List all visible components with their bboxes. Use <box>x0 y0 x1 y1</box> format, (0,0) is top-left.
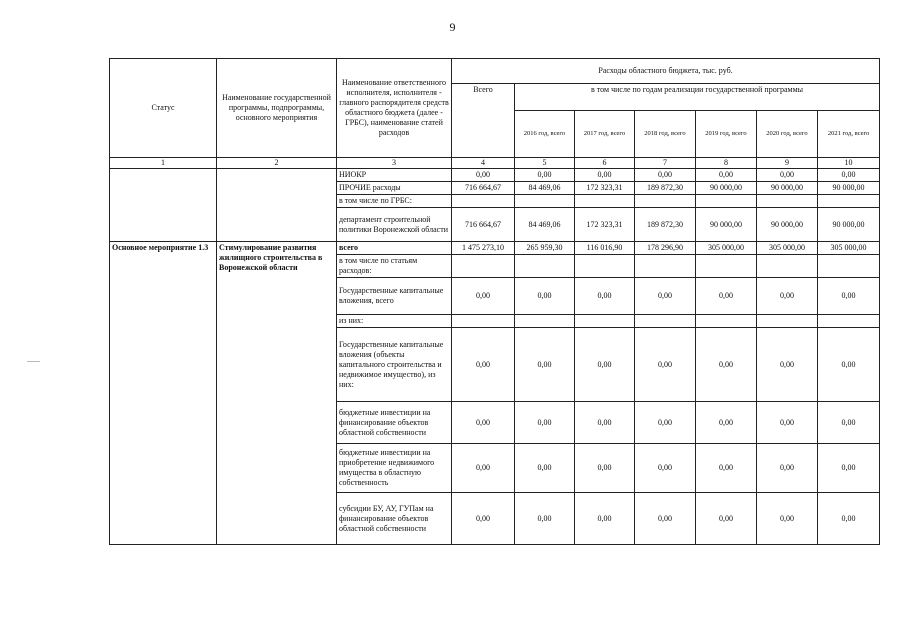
empty-cell <box>818 195 880 208</box>
empty-cell <box>452 255 515 278</box>
value-cell: 0,00 <box>757 328 818 402</box>
empty-cell <box>515 315 575 328</box>
empty-cell <box>635 195 696 208</box>
value-cell: 0,00 <box>757 278 818 315</box>
value-cell: 0,00 <box>635 444 696 493</box>
header-executor: Наименование ответственного исполнителя, исполнителя - главного распорядителя средств областного бюджета (далее - ГРБС), наименование статей расходов <box>337 59 452 158</box>
table-row <box>110 242 880 255</box>
value-cell: 0,00 <box>696 169 757 182</box>
value-cell: 265 959,30 <box>515 242 575 255</box>
value-cell: 716 664,67 <box>452 182 515 195</box>
value-cell: 0,00 <box>452 169 515 182</box>
col-num: 7 <box>635 158 696 169</box>
value-cell: 178 296,90 <box>635 242 696 255</box>
value-cell: 0,00 <box>818 444 880 493</box>
value-cell: 0,00 <box>696 444 757 493</box>
status-cell-empty <box>110 169 217 242</box>
value-cell: 189 872,30 <box>635 208 696 242</box>
value-cell: 0,00 <box>757 169 818 182</box>
value-cell: 84 469,06 <box>515 208 575 242</box>
value-cell: 90 000,00 <box>757 208 818 242</box>
value-cell: 172 323,31 <box>575 208 635 242</box>
value-cell: 0,00 <box>515 444 575 493</box>
value-cell: 90 000,00 <box>696 182 757 195</box>
col-num: 4 <box>452 158 515 169</box>
activity-name: Стимулирование развития жилищного строительства в Воронежской области <box>217 242 337 545</box>
value-cell: 90 000,00 <box>757 182 818 195</box>
value-cell: 0,00 <box>452 444 515 493</box>
header-expenses: Расходы областного бюджета, тыс. руб. <box>452 59 880 84</box>
page-number: 9 <box>449 20 456 34</box>
header-year-2019: 2019 год, всего <box>696 111 757 158</box>
value-cell: 0,00 <box>818 169 880 182</box>
name-cell-empty <box>217 169 337 242</box>
value-cell: 0,00 <box>515 328 575 402</box>
value-cell: 0,00 <box>575 402 635 444</box>
value-cell: 84 469,06 <box>515 182 575 195</box>
value-cell: 0,00 <box>818 278 880 315</box>
row-label: бюджетные инвестиции на финансирование объектов областной собственности <box>337 402 452 444</box>
row-label: из них: <box>337 315 452 328</box>
col-num: 10 <box>818 158 880 169</box>
empty-cell <box>575 195 635 208</box>
empty-cell <box>515 195 575 208</box>
value-cell: 0,00 <box>696 278 757 315</box>
empty-cell <box>696 195 757 208</box>
empty-cell <box>575 315 635 328</box>
value-cell: 0,00 <box>575 444 635 493</box>
row-label: в том числе по ГРБС: <box>337 195 452 208</box>
empty-cell <box>757 195 818 208</box>
row-label: бюджетные инвестиции на приобретение недвижимого имущества в областную собственность <box>337 444 452 493</box>
value-cell: 0,00 <box>635 169 696 182</box>
value-cell: 305 000,00 <box>757 242 818 255</box>
value-cell: 90 000,00 <box>818 182 880 195</box>
value-cell: 0,00 <box>696 402 757 444</box>
header-year-2016: 2016 год, всего <box>515 111 575 158</box>
col-num: 8 <box>696 158 757 169</box>
header-status: Статус <box>110 59 217 158</box>
empty-cell <box>757 255 818 278</box>
header-by-years: в том числе по годам реализации государственной программы <box>515 84 880 111</box>
value-cell: 0,00 <box>696 328 757 402</box>
empty-cell <box>635 255 696 278</box>
row-label: в том числе по статьям расходов: <box>337 255 452 278</box>
col-num: 6 <box>575 158 635 169</box>
value-cell: 0,00 <box>575 278 635 315</box>
empty-cell <box>635 315 696 328</box>
row-label: субсидии БУ, АУ, ГУПам на финансирование объектов областной собственности <box>337 493 452 545</box>
header-year-2017: 2017 год, всего <box>575 111 635 158</box>
col-num: 5 <box>515 158 575 169</box>
value-cell: 0,00 <box>452 278 515 315</box>
value-cell: 189 872,30 <box>635 182 696 195</box>
header-year-2018: 2018 год, всего <box>635 111 696 158</box>
col-num: 1 <box>110 158 217 169</box>
header-name: Наименование государственной программы, подпрограммы, основного мероприятия <box>217 59 337 158</box>
value-cell: 0,00 <box>515 278 575 315</box>
value-cell: 716 664,67 <box>452 208 515 242</box>
header-year-2021: 2021 год, всего <box>818 111 880 158</box>
empty-cell <box>696 315 757 328</box>
value-cell: 1 475 273,10 <box>452 242 515 255</box>
value-cell: 172 323,31 <box>575 182 635 195</box>
value-cell: 0,00 <box>818 402 880 444</box>
value-cell: 0,00 <box>757 444 818 493</box>
col-num: 3 <box>337 158 452 169</box>
empty-cell <box>575 255 635 278</box>
value-cell: 90 000,00 <box>696 208 757 242</box>
value-cell: 305 000,00 <box>818 242 880 255</box>
budget-table <box>109 58 880 545</box>
value-cell: 90 000,00 <box>818 208 880 242</box>
value-cell: 0,00 <box>635 278 696 315</box>
empty-cell <box>452 195 515 208</box>
row-label: Государственные капитальные вложения, всего <box>337 278 452 315</box>
value-cell: 305 000,00 <box>696 242 757 255</box>
margin-mark <box>27 361 40 362</box>
value-cell: 0,00 <box>452 493 515 545</box>
value-cell: 0,00 <box>757 402 818 444</box>
column-number-row <box>110 158 880 169</box>
value-cell: 0,00 <box>818 328 880 402</box>
empty-cell <box>452 315 515 328</box>
empty-cell <box>696 255 757 278</box>
value-cell: 0,00 <box>515 169 575 182</box>
empty-cell <box>757 315 818 328</box>
value-cell: 0,00 <box>818 493 880 545</box>
empty-cell <box>818 315 880 328</box>
col-num: 2 <box>217 158 337 169</box>
empty-cell <box>515 255 575 278</box>
value-cell: 0,00 <box>452 328 515 402</box>
value-cell: 0,00 <box>696 493 757 545</box>
value-cell: 0,00 <box>515 493 575 545</box>
table-row <box>110 169 880 182</box>
value-cell: 0,00 <box>575 328 635 402</box>
value-cell: 0,00 <box>635 328 696 402</box>
activity-status: Основное мероприятие 1.3 <box>110 242 217 545</box>
value-cell: 0,00 <box>757 493 818 545</box>
col-num: 9 <box>757 158 818 169</box>
empty-cell <box>818 255 880 278</box>
header-total: Всего <box>452 84 515 158</box>
value-cell: 0,00 <box>635 493 696 545</box>
value-cell: 0,00 <box>635 402 696 444</box>
row-label: департамент строительной политики Воронежской области <box>337 208 452 242</box>
row-label: НИОКР <box>337 169 452 182</box>
value-cell: 0,00 <box>452 402 515 444</box>
row-label: всего <box>337 242 452 255</box>
value-cell: 0,00 <box>575 493 635 545</box>
header-year-2020: 2020 год, всего <box>757 111 818 158</box>
value-cell: 0,00 <box>515 402 575 444</box>
value-cell: 116 016,90 <box>575 242 635 255</box>
row-label: ПРОЧИЕ расходы <box>337 182 452 195</box>
value-cell: 0,00 <box>575 169 635 182</box>
row-label: Государственные капитальные вложения (объекты капитального строительства и недвижимое имущество), из них: <box>337 328 452 402</box>
